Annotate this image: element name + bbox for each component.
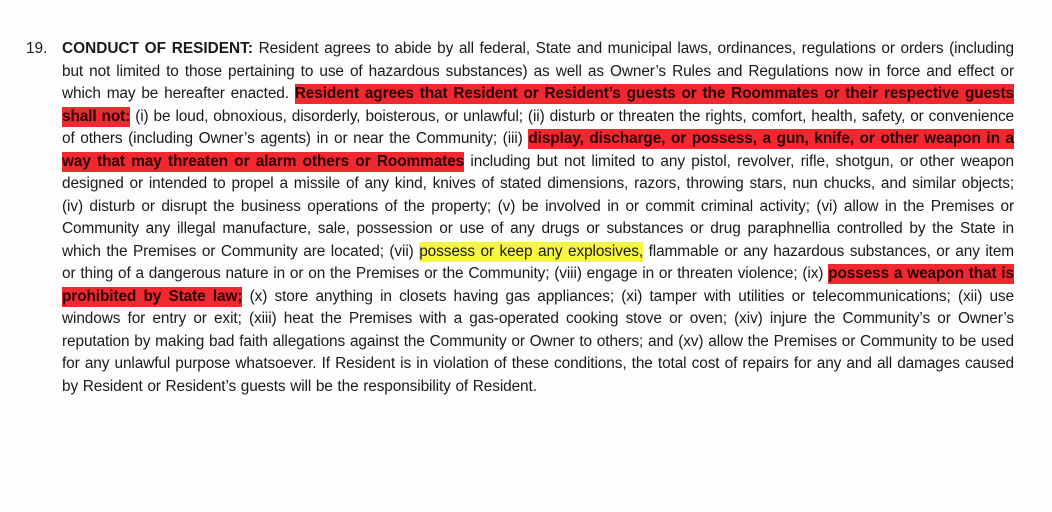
clause-text-2: (i) be loud, obnoxious, disorderly, boisterous, or unlawful; (ii) disturb or threaten the rights, comfort, health, safety, or convenience of others (including Owner’s agents) in or near the Community; (iii) <box>62 107 1015 147</box>
highlight-prohibited-weapon: possess a weapon that is prohibited by State law; <box>62 265 1014 305</box>
clause-text-3: including but not limited to any pistol, revolver, rifle, shotgun, or other weapon designed or intended to propel a missile of any kind, knives of stated dimensions, razors, throwing stars, nun chucks, and similar objects; (iv) disturb or disrupt the business operations of the property; (v) be involved in or commit criminal activity; (vi) allow in the Premises or Community any illegal manufacture, sale, possession or use of any drugs or substances or drug paraphnellia controlled by the State in which the Premises or Community are located; (vii) <box>62 152 1015 260</box>
clause-number: 19. <box>26 40 48 57</box>
clause-text-4: flammable or any hazardous substances, or any item or thing of a dangerous nature in or on the Premises or the Community; (viii) engage in or threaten violence; (ix) <box>62 242 1014 282</box>
highlight-weapon-display: display, discharge, or possess, a gun, knife, or other weapon in a way that may threaten or alarm others or Roommates <box>62 130 1014 170</box>
clause-paragraph <box>62 38 1014 398</box>
clause-text-1: Resident agrees to abide by all federal, State and municipal laws, ordinances, regulations or orders (including but not limited to those pertaining to use of hazardous substances) as well as Owner’s Rules and Regulations now in force and effect or which may be hereafter enacted. <box>62 40 1014 102</box>
clause-text-5: (x) store anything in closets having gas appliances; (xi) tamper with utilities or telecommunications; (xii) use windows for entry or exit; (xiii) heat the Premises with a gas-operated cooking stove or oven; (xiv) injure the Community’s or Owner’s reputation by making bad faith allegations against the Community or Owner to others; and (xv) allow the Premises or Community to be used for any unlawful purpose whatsoever. If Resident is in violation of these conditions, the total cost of repairs for any and all damages caused by Resident or Resident’s guests will be the responsibility of Resident. <box>62 287 1014 395</box>
highlight-explosives: possess or keep any explosives, <box>419 242 644 260</box>
highlight-guests-shall-not: Resident agrees that Resident or Resident’s guests or the Roommates or their respective guests shall not: <box>62 85 1014 125</box>
clause-heading: CONDUCT OF RESIDENT: <box>62 40 253 57</box>
